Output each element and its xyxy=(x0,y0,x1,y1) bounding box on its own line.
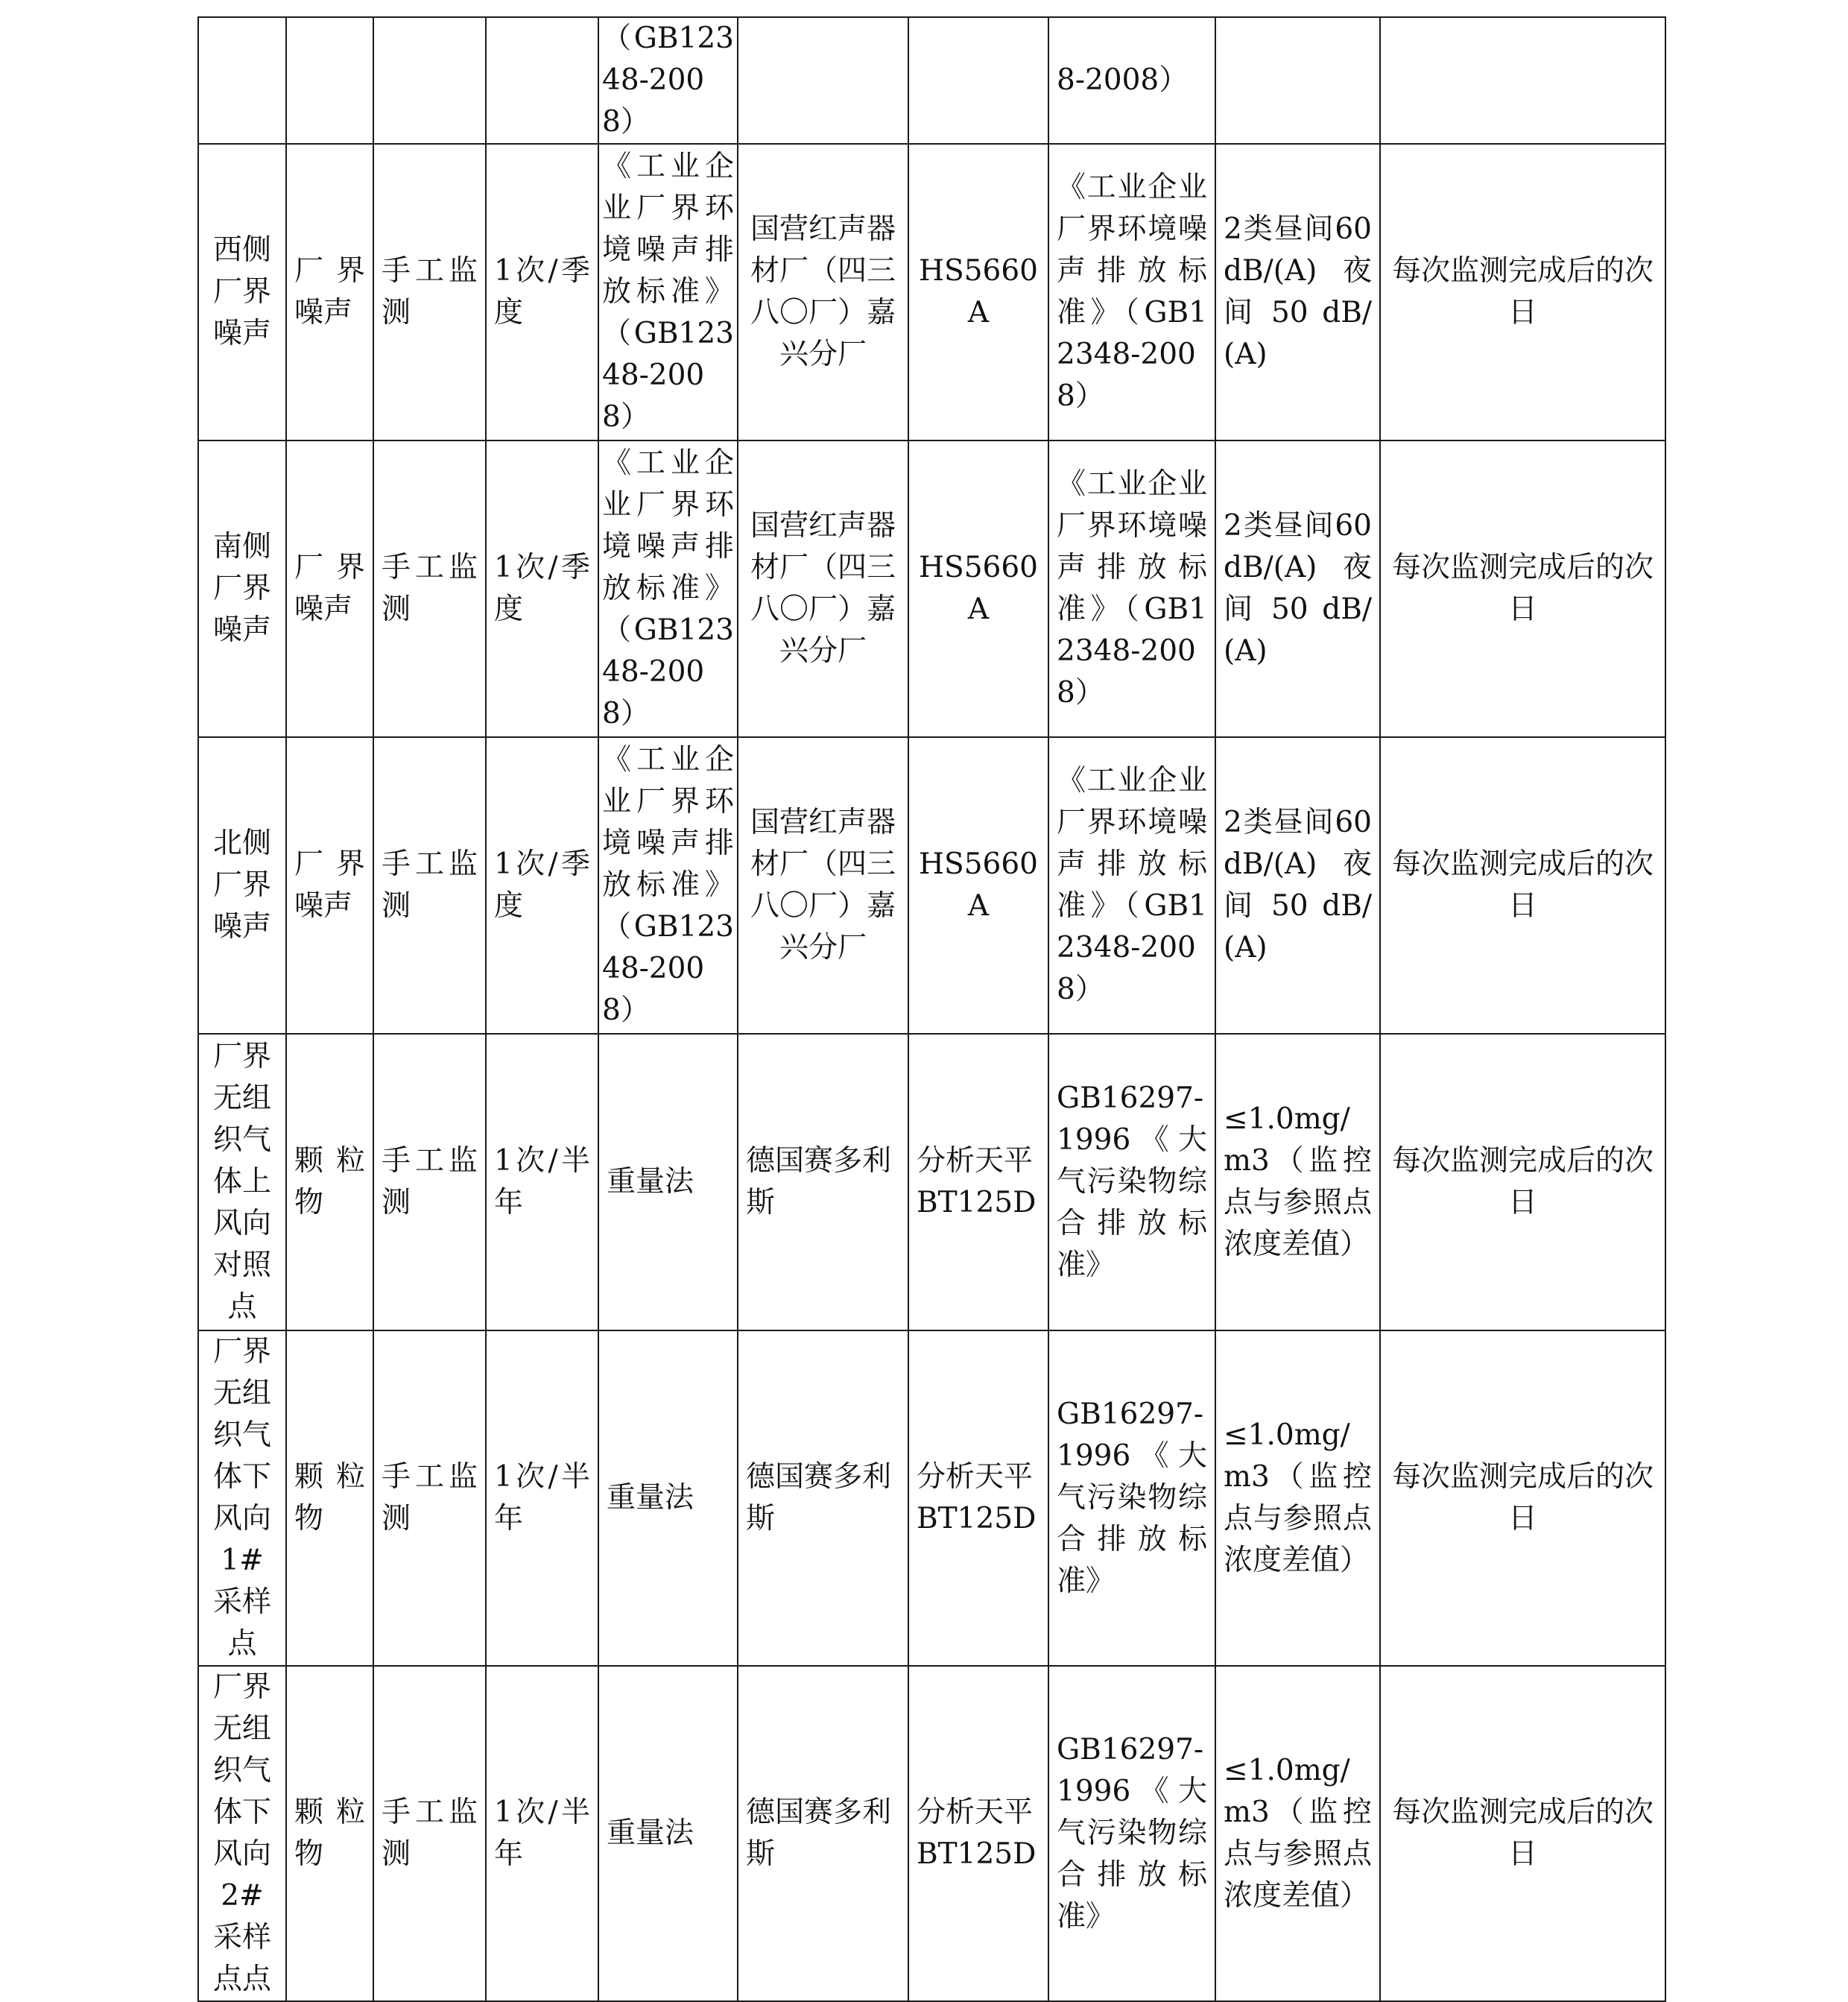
manufacturer-cell: 国营红声器材厂（四三八〇厂）嘉兴分厂 xyxy=(738,144,908,440)
analysis-method-cell: 《工业企业厂界环境噪声排放标准》（GB12348-2008） xyxy=(598,737,738,1034)
analysis-method-cell: 重量法 xyxy=(598,1666,738,2001)
disclosure-time-cell: 每次监测完成后的次日 xyxy=(1380,737,1665,1034)
monitoring-method-cell xyxy=(373,17,486,144)
instrument-cell: HS5660A xyxy=(908,737,1048,1034)
monitoring-item-cell: 厂界噪声 xyxy=(286,737,373,1034)
frequency-cell: 1次/季度 xyxy=(486,144,598,440)
limit-cell: 2类昼间60 dB/(A) 夜间 50 dB/(A) xyxy=(1215,737,1380,1034)
disclosure-time-cell: 每次监测完成后的次日 xyxy=(1380,440,1665,737)
limit-cell: 2类昼间60 dB/(A) 夜间 50 dB/(A) xyxy=(1215,144,1380,440)
manufacturer-cell: 德国赛多利斯 xyxy=(738,1330,908,1666)
monitoring-item-cell: 颗粒物 xyxy=(286,1666,373,2001)
monitoring-item-cell xyxy=(286,17,373,144)
instrument-cell: HS5660A xyxy=(908,440,1048,737)
standard-cell: GB16297-1996《大气污染物综合排放标准》 xyxy=(1048,1666,1215,2001)
monitoring-point-cell: 南侧厂界噪声 xyxy=(198,440,286,737)
table-row xyxy=(198,1330,1665,1666)
table-row xyxy=(198,144,1665,440)
monitoring-item-cell: 厂界噪声 xyxy=(286,144,373,440)
monitoring-point-cell: 厂界无组织气体下风向2#采样点点 xyxy=(198,1666,286,2001)
monitoring-point-cell xyxy=(198,17,286,144)
analysis-method-cell: 重量法 xyxy=(598,1034,738,1330)
monitoring-point-cell: 厂界无组织气体下风向1#采样点 xyxy=(198,1330,286,1666)
monitoring-method-cell: 手工监测 xyxy=(373,737,486,1034)
limit-cell: 2类昼间60 dB/(A) 夜间 50 dB/(A) xyxy=(1215,440,1380,737)
monitoring-table xyxy=(197,16,1666,2002)
table-row xyxy=(198,17,1665,144)
analysis-method-cell: 《工业企业厂界环境噪声排放标准》（GB12348-2008） xyxy=(598,144,738,440)
standard-cell: 8-2008） xyxy=(1048,17,1215,144)
table-row xyxy=(198,737,1665,1034)
manufacturer-cell xyxy=(738,17,908,144)
table-row xyxy=(198,1666,1665,2001)
disclosure-time-cell: 每次监测完成后的次日 xyxy=(1380,1034,1665,1330)
manufacturer-cell: 德国赛多利斯 xyxy=(738,1034,908,1330)
standard-cell: 《工业企业厂界环境噪声排放标准》（GB12348-2008） xyxy=(1048,737,1215,1034)
monitoring-method-cell: 手工监测 xyxy=(373,1034,486,1330)
limit-cell: ≤1.0mg/m3（监控点与参照点浓度差值） xyxy=(1215,1034,1380,1330)
monitoring-item-cell: 颗粒物 xyxy=(286,1034,373,1330)
manufacturer-cell: 国营红声器材厂（四三八〇厂）嘉兴分厂 xyxy=(738,737,908,1034)
disclosure-time-cell xyxy=(1380,17,1665,144)
disclosure-time-cell: 每次监测完成后的次日 xyxy=(1380,1666,1665,2001)
monitoring-method-cell: 手工监测 xyxy=(373,1666,486,2001)
monitoring-point-cell: 厂界无组织气体上风向对照点 xyxy=(198,1034,286,1330)
instrument-cell: 分析天平BT125D xyxy=(908,1330,1048,1666)
manufacturer-cell: 国营红声器材厂（四三八〇厂）嘉兴分厂 xyxy=(738,440,908,737)
table-row xyxy=(198,440,1665,737)
table-row xyxy=(198,1034,1665,1330)
standard-cell: GB16297-1996《大气污染物综合排放标准》 xyxy=(1048,1034,1215,1330)
instrument-cell: HS5660A xyxy=(908,144,1048,440)
disclosure-time-cell: 每次监测完成后的次日 xyxy=(1380,144,1665,440)
disclosure-time-cell: 每次监测完成后的次日 xyxy=(1380,1330,1665,1666)
instrument-cell: 分析天平BT125D xyxy=(908,1666,1048,2001)
limit-cell: ≤1.0mg/m3（监控点与参照点浓度差值） xyxy=(1215,1666,1380,2001)
manufacturer-cell: 德国赛多利斯 xyxy=(738,1666,908,2001)
limit-cell: ≤1.0mg/m3（监控点与参照点浓度差值） xyxy=(1215,1330,1380,1666)
monitoring-item-cell: 厂界噪声 xyxy=(286,440,373,737)
limit-cell xyxy=(1215,17,1380,144)
monitoring-point-cell: 北侧厂界噪声 xyxy=(198,737,286,1034)
instrument-cell xyxy=(908,17,1048,144)
standard-cell: 《工业企业厂界环境噪声排放标准》（GB12348-2008） xyxy=(1048,440,1215,737)
monitoring-method-cell: 手工监测 xyxy=(373,144,486,440)
monitoring-method-cell: 手工监测 xyxy=(373,1330,486,1666)
monitoring-point-cell: 西侧厂界噪声 xyxy=(198,144,286,440)
frequency-cell: 1次/季度 xyxy=(486,440,598,737)
frequency-cell: 1次/半年 xyxy=(486,1666,598,2001)
frequency-cell: 1次/半年 xyxy=(486,1034,598,1330)
frequency-cell xyxy=(486,17,598,144)
standard-cell: GB16297-1996《大气污染物综合排放标准》 xyxy=(1048,1330,1215,1666)
monitoring-item-cell: 颗粒物 xyxy=(286,1330,373,1666)
standard-cell: 《工业企业厂界环境噪声排放标准》（GB12348-2008） xyxy=(1048,144,1215,440)
frequency-cell: 1次/季度 xyxy=(486,737,598,1034)
frequency-cell: 1次/半年 xyxy=(486,1330,598,1666)
analysis-method-cell: 《工业企业厂界环境噪声排放标准》（GB12348-2008） xyxy=(598,440,738,737)
analysis-method-cell: 重量法 xyxy=(598,1330,738,1666)
analysis-method-cell: （GB12348-2008） xyxy=(598,17,738,144)
monitoring-method-cell: 手工监测 xyxy=(373,440,486,737)
instrument-cell: 分析天平BT125D xyxy=(908,1034,1048,1330)
